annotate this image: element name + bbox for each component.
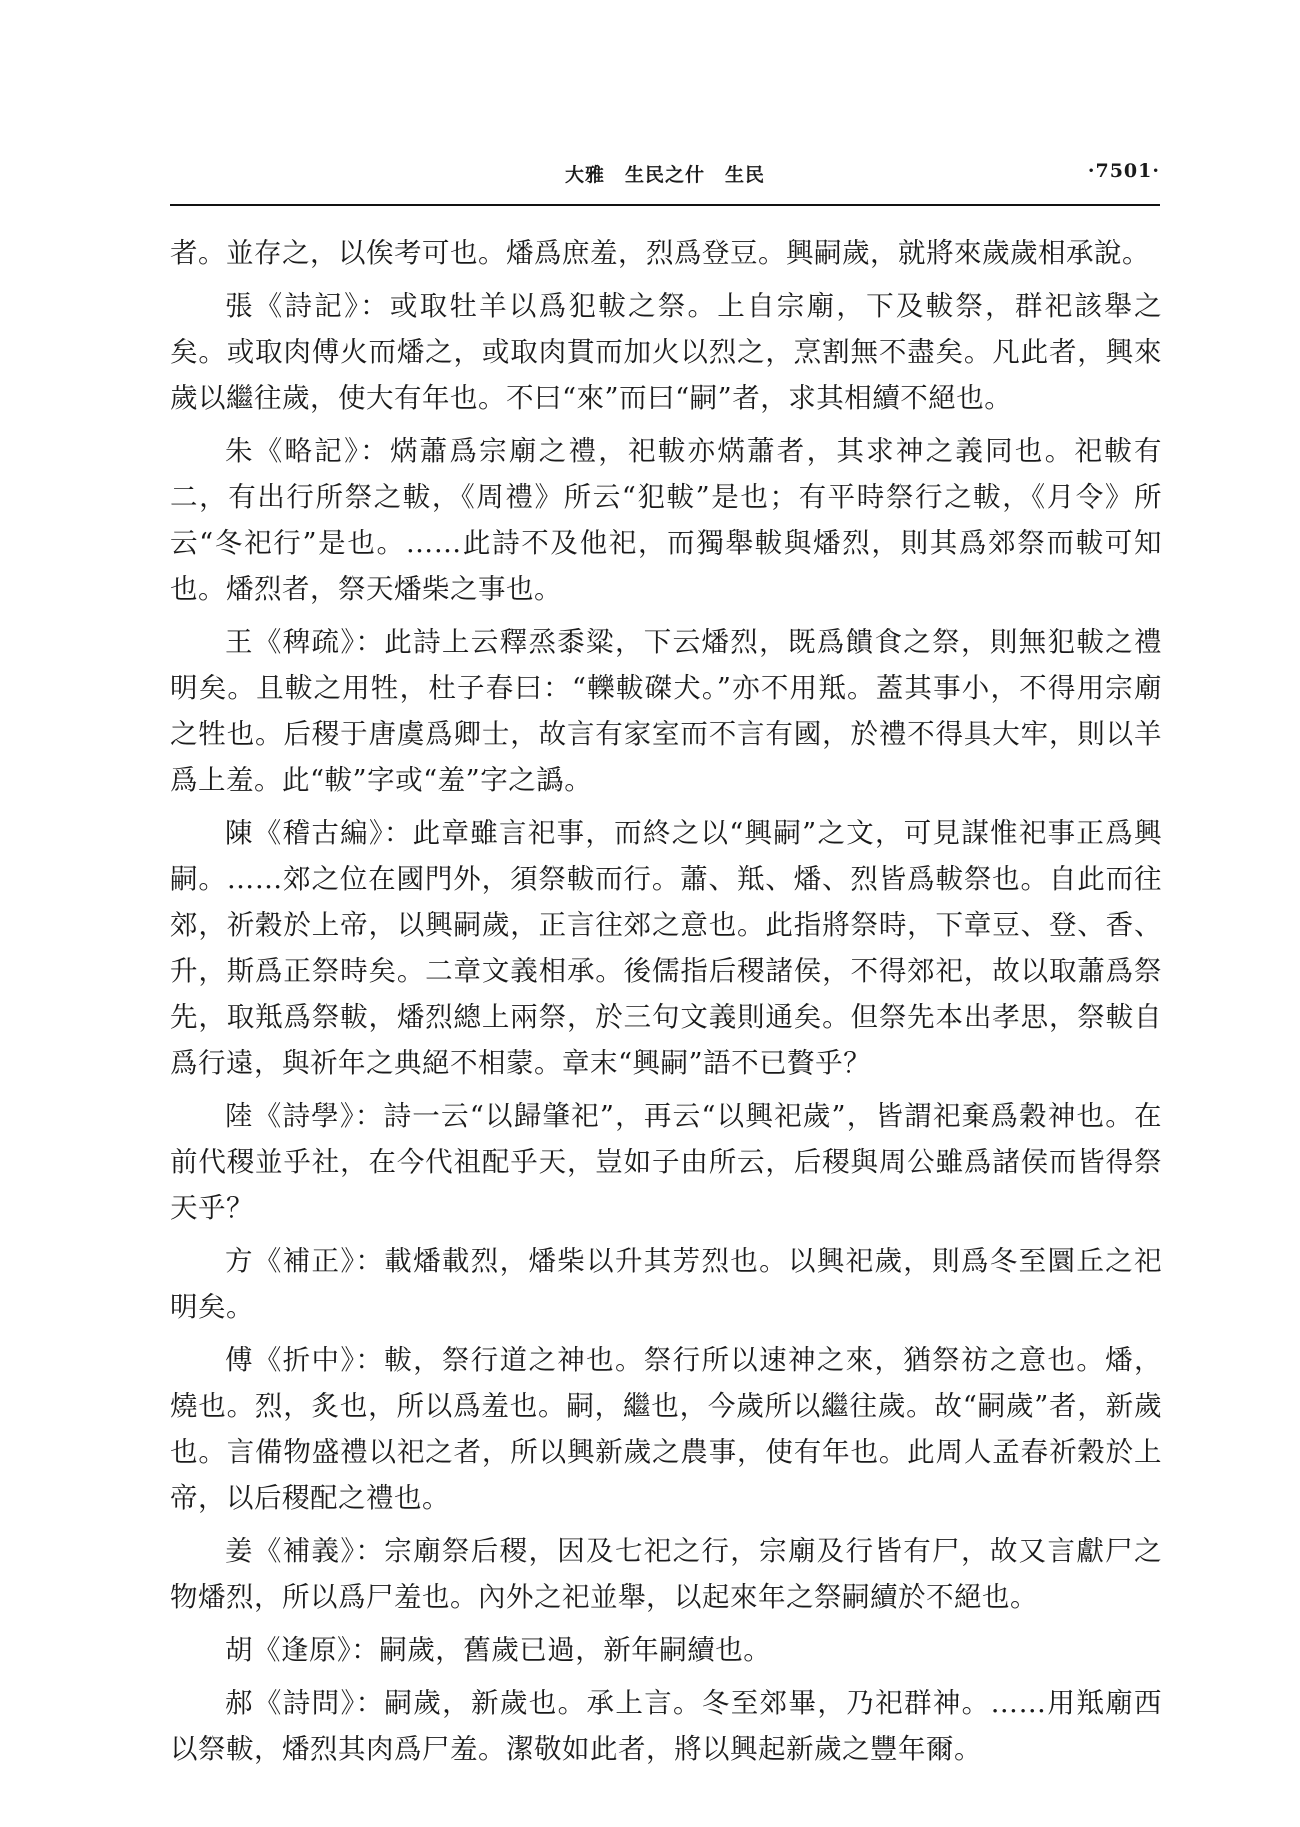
- body-text: [170, 230, 1162, 1779]
- paragraph-jiang-buyi: 姜《補義》：宗廟祭后稷，因及七祀之行，宗廟及行皆有尸，故又言獻尸之物燔烈，所以爲尸羞也。內外之祀並舉，以起來年之祭嗣續於不絕也。: [170, 1535, 1162, 1613]
- paragraph-wang-baishu: 王《稗疏》：此詩上云釋烝黍粱，下云燔烈，既爲饋食之祭，則無犯軷之禮明矣。且軷之用牲，杜子春曰：“轢軷磔犬。”亦不用羝。蓋其事小，不得用宗廟之牲也。后稷于唐虞爲卿士，故言有家室而不言有國，於禮不得具大牢，則以羊爲上羞。此“軷”字或“羞”字之譌。: [170, 626, 1162, 796]
- paragraph-fang-buzheng: 方《補正》：載燔載烈，燔柴以升其芳烈也。以興祀歲，則爲冬至圜丘之祀明矣。: [170, 1245, 1162, 1323]
- paragraph-lu-shixue: 陸《詩學》：詩一云“以歸肇祀”，再云“以興祀歲”，皆謂祀棄爲穀神也。在前代稷並乎社，在今代祖配乎天，豈如子由所云，后稷與周公雖爲諸侯而皆得祭天乎？: [170, 1100, 1162, 1224]
- paragraph-fu-zhezhong: 傅《折中》：軷，祭行道之神也。祭行所以速神之來，猶祭祊之意也。燔，燒也。烈，炙也，所以爲羞也。嗣，繼也，今歲所以繼往歲。故“嗣歲”者，新歲也。言備物盛禮以祀之者，所以興新歲之農事，使有年也。此周人孟春祈穀於上帝，以后稷配之禮也。: [170, 1344, 1162, 1514]
- paragraph-hu-fengyuan: 胡《逢原》：嗣歲，舊歲已過，新年嗣續也。: [225, 1634, 772, 1666]
- header-rule: [170, 204, 1160, 206]
- paragraph-chen-jigubian: 陳《稽古編》：此章雖言祀事，而終之以“興嗣”之文，可見謀惟祀事正爲興嗣。……郊之位在國門外，須祭軷而行。蕭、羝、燔、烈皆爲軷祭也。自此而往郊，祈穀於上帝，以興嗣歲，正言往郊之意也。此指將祭時，下章豆、登、香、升，斯爲正祭時矣。二章文義相承。後儒指后稷諸侯，不得郊祀，故以取蕭爲祭先，取羝爲祭軷，燔烈總上兩祭，於三句文義則通矣。但祭先本出孝思，祭軷自爲行遠，與祈年之典絕不相蒙。章末“興嗣”語不已贅乎？: [170, 817, 1162, 1079]
- running-header: [170, 158, 1160, 192]
- paragraph-zhu-lueji: 朱《略記》：焫蕭爲宗廟之禮，祀軷亦焫蕭者，其求神之義同也。祀軷有二，有出行所祭之軷，《周禮》所云“犯軷”是也；有平時祭行之軷，《月令》所云“冬祀行”是也。……此詩不及他祀，而獨舉軷與燔烈，則其爲郊祭而軷可知也。燔烈者，祭天燔柴之事也。: [170, 435, 1162, 605]
- paragraph-zhang-shiji: 張《詩記》：或取牡羊以爲犯軷之祭。上自宗廟，下及軷祭，群祀該舉之矣。或取肉傅火而燔之，或取肉貫而加火以烈之，烹割無不盡矣。凡此者，興來歲以繼往歲，使大有年也。不曰“來”而曰“嗣”者，求其相續不絕也。: [170, 290, 1162, 414]
- page-number: ·7501·: [1087, 160, 1160, 182]
- header-title: 大雅 生民之什 生民: [564, 164, 765, 186]
- paragraph-continuation: 者。並存之，以俟考可也。燔爲庶羞，烈爲登豆。興嗣歲，就將來歲歲相承說。: [170, 237, 1150, 269]
- paragraph-hao-shiwen: 郝《詩問》：嗣歲，新歲也。承上言。冬至郊畢，乃祀群神。……用羝廟西以祭軷，燔烈其肉爲尸羞。潔敬如此者，將以興起新歲之豐年爾。: [170, 1687, 1162, 1765]
